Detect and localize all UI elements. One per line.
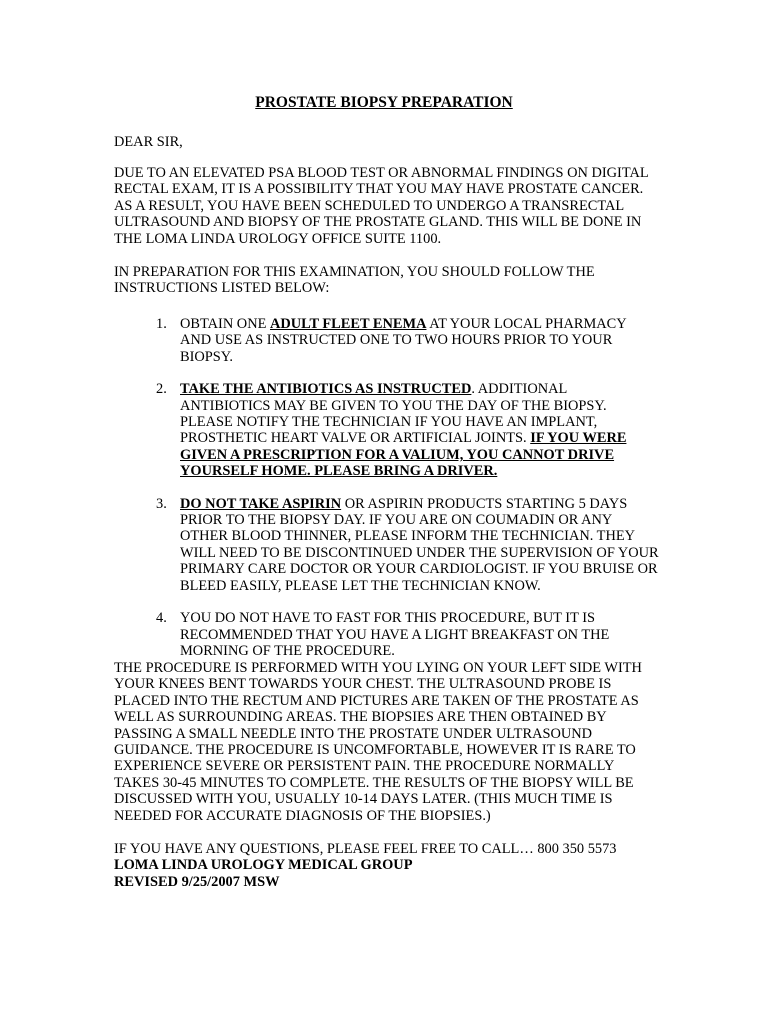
preparation-intro: IN PREPARATION FOR THIS EXAMINATION, YOU SHOULD FOLLOW THE INSTRUCTIONS LISTED BELOW:	[114, 264, 595, 297]
instruction-number: 4.	[156, 610, 167, 627]
instruction-text: YOU DO NOT HAVE TO FAST FOR THIS PROCEDURE, BUT IT IS RECOMMENDED THAT YOU HAVE A LIGHT BREAKFAST ON THE MORNING OF THE PROCEDURE.	[180, 610, 610, 659]
instruction-item	[114, 381, 659, 479]
revision-note: REVISED 9/25/2007 MSW	[114, 873, 280, 890]
instruction-item	[114, 610, 659, 659]
instruction-number: 3.	[156, 495, 167, 512]
instruction-text: AT YOUR LOCAL PHARMACY AND USE AS INSTRUCTED ONE TO TWO HOURS PRIOR TO YOUR BIOPSY.	[180, 316, 627, 365]
instruction-number: 2.	[156, 381, 167, 398]
instruction-emphasis: TAKE THE ANTIBIOTICS AS INSTRUCTED	[180, 381, 472, 398]
organization-name: LOMA LINDA UROLOGY MEDICAL GROUP	[114, 857, 413, 874]
intro-paragraph: DUE TO AN ELEVATED PSA BLOOD TEST OR ABNORMAL FINDINGS ON DIGITAL RECTAL EXAM, IT IS A POSSIBILITY THAT YOU MAY HAVE PROSTATE CANCER. AS A RESULT, YOU HAVE BEEN SCHEDULED TO UNDERGO A TRANSRECTAL ULTRASOUND AND BIOPSY OF THE PROSTATE GLAND. THIS WILL BE DONE IN THE LOMA LINDA UROLOGY OFFICE SUITE 1100.	[114, 165, 649, 247]
document-title: PROSTATE BIOPSY PREPARATION	[255, 94, 513, 111]
instruction-number: 1.	[156, 316, 167, 332]
instruction-text: OBTAIN ONE	[180, 316, 270, 332]
instruction-text: . ADDITIONAL ANTIBIOTICS MAY BE GIVEN TO YOU THE DAY OF THE BIOPSY. PLEASE NOTIFY THE TECHNICIAN IF YOU HAVE AN IMPLANT, PROSTHETIC HEART VALVE OR ARTIFICIAL JOINTS.	[180, 381, 607, 447]
instruction-emphasis: ADULT FLEET ENEMA	[269, 316, 427, 332]
instruction-item	[114, 316, 659, 365]
instruction-text: OR ASPIRIN PRODUCTS STARTING 5 DAYS PRIOR TO THE BIOPSY DAY. IF YOU ARE ON COUMADIN OR ANY OTHER BLOOD THINNER, PLEASE INFORM THE TECHNICIAN. THEY WILL NEED TO BE DISCONTINUED UNDER THE SUPERVISION OF YOUR PRIMARY CARE DOCTOR OR YOUR CARDIOLOGIST. IF YOU BRUISE OR BLEED EASILY, PLEASE LET THE TECHNICIAN KNOW.	[180, 495, 659, 594]
greeting: DEAR SIR,	[114, 134, 183, 150]
footer	[114, 841, 659, 890]
instruction-list	[114, 316, 659, 675]
instruction-emphasis: DO NOT TAKE ASPIRIN	[180, 495, 342, 512]
instruction-warning: IF YOU WERE GIVEN A PRESCRIPTION FOR A VALIUM, YOU CANNOT DRIVE YOURSELF HOME. PLEASE BRING A DRIVER.	[180, 430, 627, 480]
contact-line: IF YOU HAVE ANY QUESTIONS, PLEASE FEEL FREE TO CALL… 800 350 5573	[114, 841, 617, 857]
instruction-item	[114, 496, 659, 594]
procedure-paragraph: THE PROCEDURE IS PERFORMED WITH YOU LYING ON YOUR LEFT SIDE WITH YOUR KNEES BENT TOWARDS YOUR CHEST. THE ULTRASOUND PROBE IS PLACED INTO THE RECTUM AND PICTURES ARE TAKEN OF THE PROSTATE AS WELL AS SURROUNDING AREAS. THE BIOPSIES ARE THEN OBTAINED BY PASSING A SMALL NEEDLE INTO THE PROSTATE UNDER ULTRASOUND GUIDANCE. THE PROCEDURE IS UNCOMFORTABLE, HOWEVER IT IS RARE TO EXPERIENCE SEVERE OR PERSISTENT PAIN. THE PROCEDURE NORMALLY TAKES 30-45 MINUTES TO COMPLETE. THE RESULTS OF THE BIOPSY WILL BE DISCUSSED WITH YOU, USUALLY 10-14 DAYS LATER. (THIS MUCH TIME IS NEEDED FOR ACCURATE DIAGNOSIS OF THE BIOPSIES.)	[114, 660, 642, 824]
